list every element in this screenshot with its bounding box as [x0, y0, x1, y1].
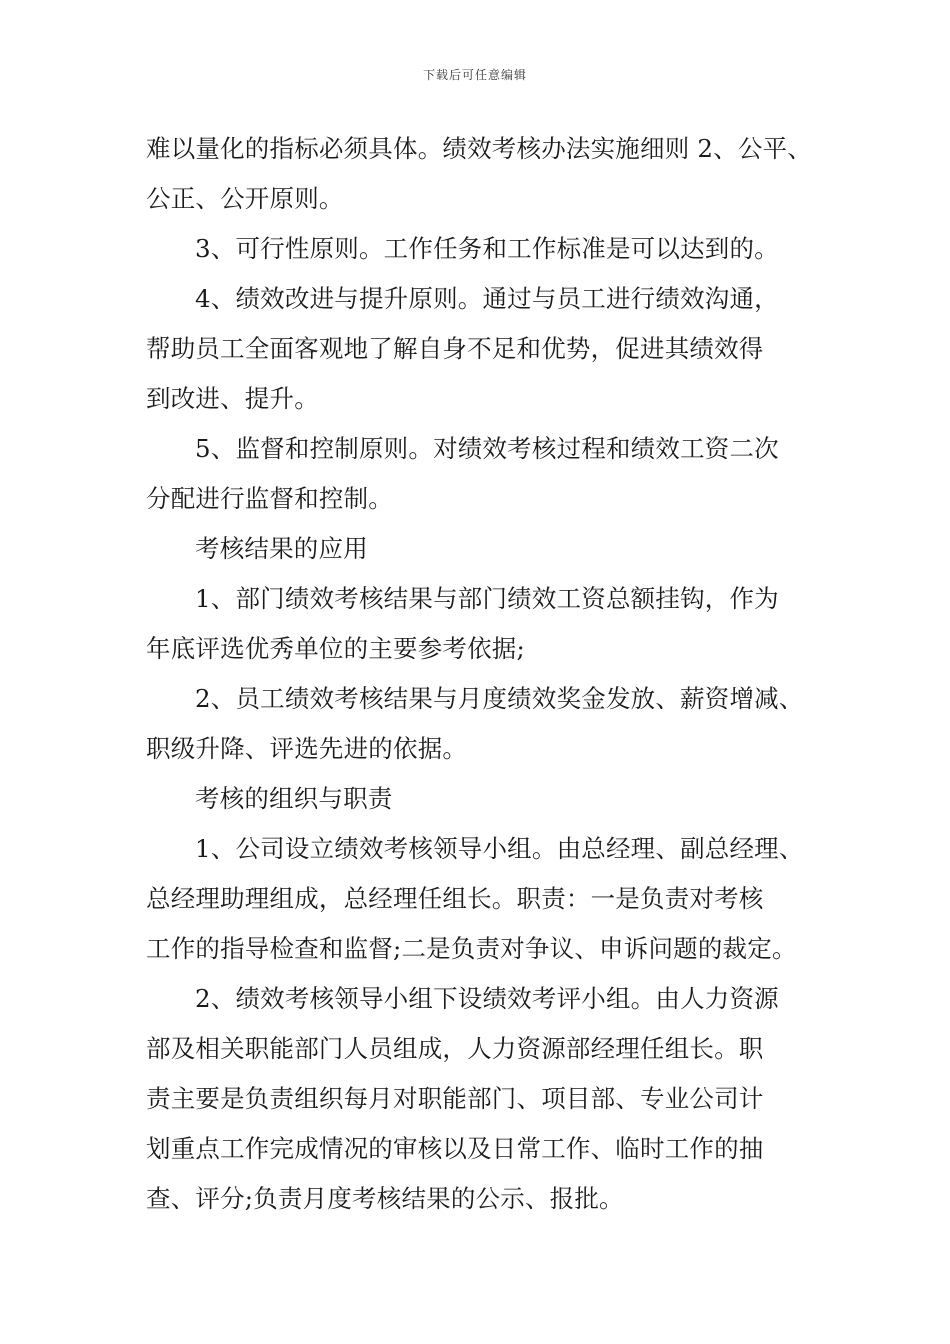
- text-line: 到改进、提升。: [146, 384, 319, 413]
- text-line: 职级升降、评选先进的依据。: [146, 734, 468, 763]
- text-line: 1、公司设立绩效考核领导小组。由总经理、副总经理、: [195, 834, 804, 863]
- text-line: 2、员工绩效考核结果与月度绩效奖金发放、薪资增减、: [195, 684, 804, 713]
- text-line: 工作的指导检查和监督;二是负责对争议、申诉问题的裁定。: [146, 934, 797, 963]
- document-body: [146, 124, 836, 1224]
- text-line: 2、绩效考核领导小组下设绩效考评小组。由人力资源: [195, 984, 779, 1013]
- text-line: 年底评选优秀单位的主要参考依据;: [146, 634, 525, 663]
- text-line: 划重点工作完成情况的审核以及日常工作、临时工作的抽: [146, 1134, 764, 1163]
- section-heading: 考核结果的应用: [195, 534, 368, 563]
- text-line: 公正、公开原则。: [146, 184, 344, 213]
- text-line: 3、可行性原则。工作任务和工作标准是可以达到的。: [195, 234, 779, 263]
- page-header: 下载后可任意编辑: [422, 68, 527, 82]
- text-line: 帮助员工全面客观地了解自身不足和优势，促进其绩效得: [146, 334, 764, 363]
- text-line: 分配进行监督和控制。: [146, 484, 393, 513]
- text-line: 查、评分;负责月度考核结果的公示、报批。: [146, 1184, 624, 1213]
- text-line: 难以量化的指标必须具体。绩效考核办法实施细则 2、公平、: [146, 134, 812, 163]
- text-line: 4、绩效改进与提升原则。通过与员工进行绩效沟通，: [195, 284, 779, 313]
- text-line: 5、监督和控制原则。对绩效考核过程和绩效工资二次: [195, 434, 779, 463]
- text-line: 总经理助理组成，总经理任组长。职责：一是负责对考核: [146, 884, 764, 913]
- section-heading: 考核的组织与职责: [195, 784, 393, 813]
- text-line: 责主要是负责组织每月对职能部门、项目部、专业公司计: [146, 1084, 764, 1113]
- text-line: 部及相关职能部门人员组成，人力资源部经理任组长。职: [146, 1034, 764, 1063]
- text-line: 1、部门绩效考核结果与部门绩效工资总额挂钩，作为: [195, 584, 779, 613]
